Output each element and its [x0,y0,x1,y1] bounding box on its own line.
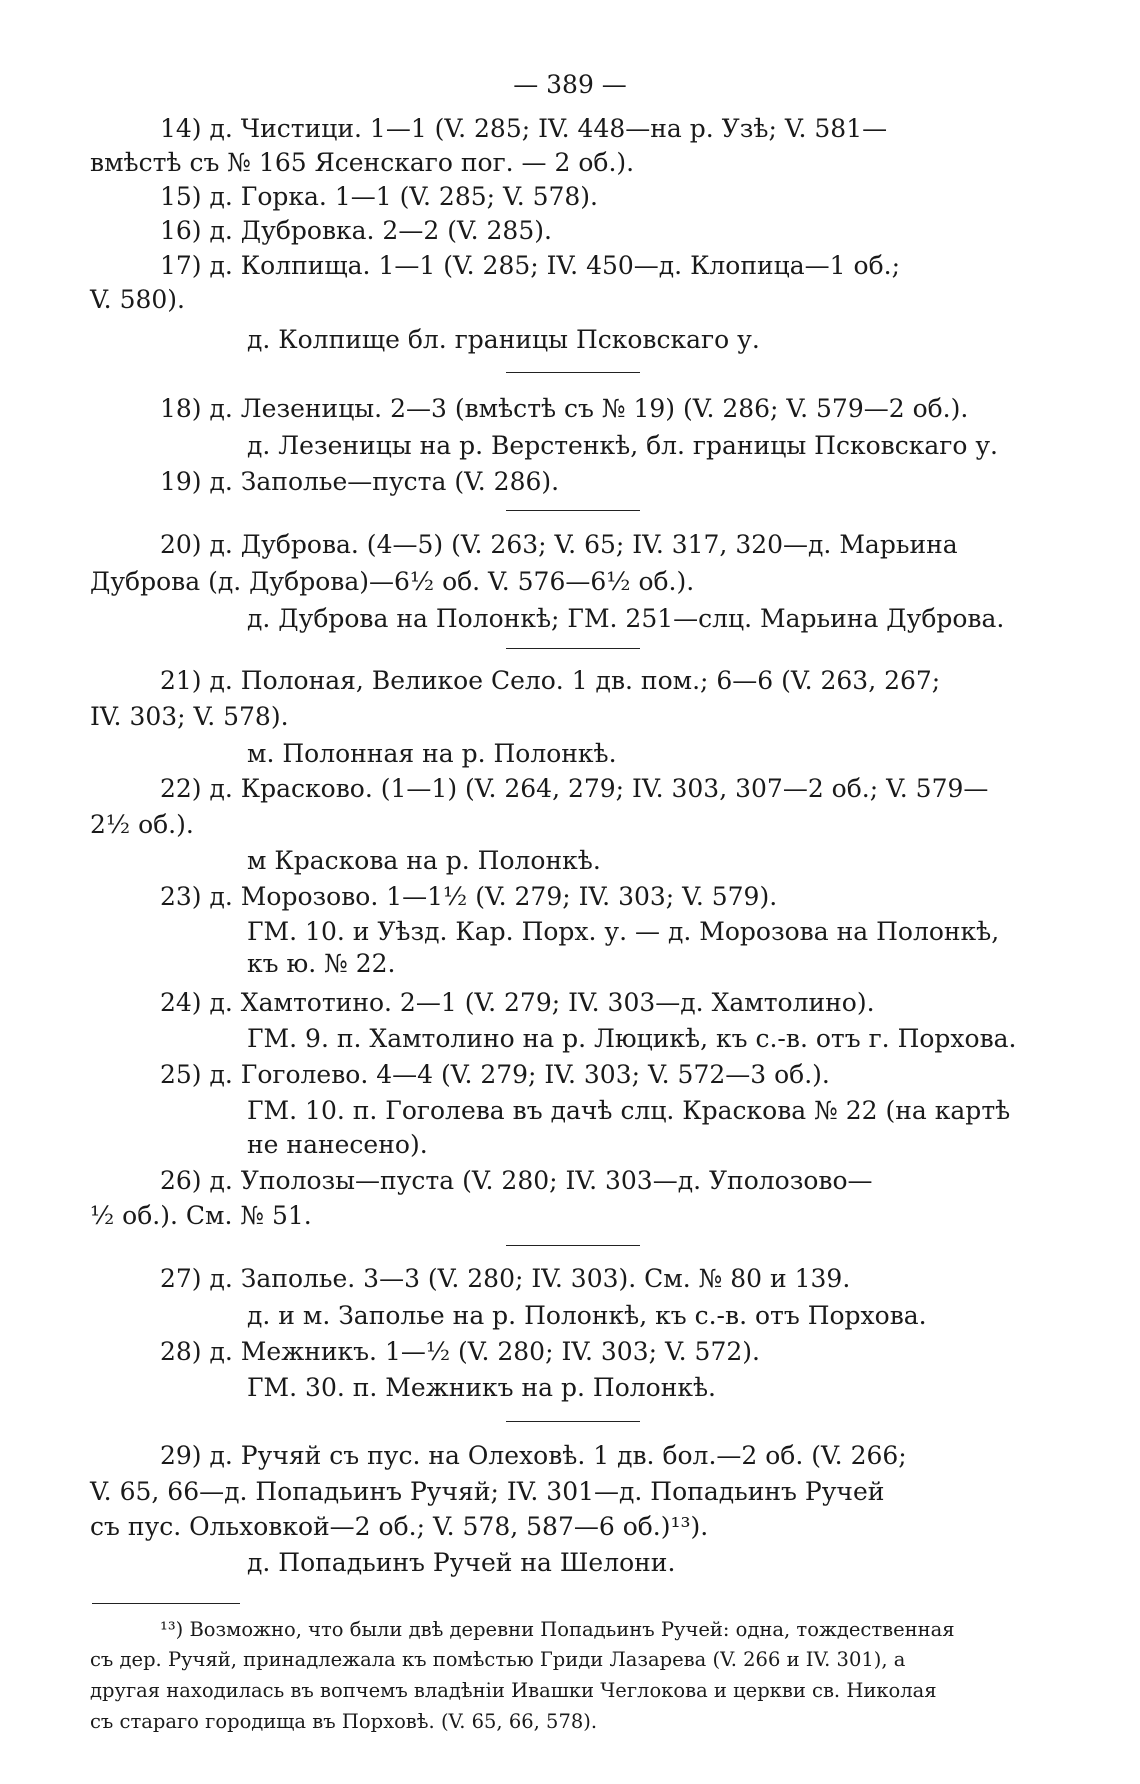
location-note: д. Колпище бл. границы Псковскаго у. [247,325,760,354]
location-note: ГМ. 10. и Уѣзд. Кар. Порх. у. — д. Морозова на Полонкѣ, [247,917,1000,946]
location-note: д. Дуброва на Полонкѣ; ГМ. 251—слц. Марьина Дуброва. [247,604,1005,633]
page-number: — 389 — [513,70,627,99]
entry-line: 28) д. Межникъ. 1—½ (V. 280; IV. 303; V. 572). [160,1337,760,1366]
section-divider [506,1245,640,1246]
entry-line: 17) д. Колпища. 1—1 (V. 285; IV. 450—д. Клопица—1 об.; [160,251,900,280]
section-divider [506,510,640,511]
location-note: ГМ. 9. п. Хамтолино на р. Люцикѣ, къ с.-в. отъ г. Порхова. [247,1024,1017,1053]
section-divider [506,372,640,373]
entry-line: 27) д. Заполье. 3—3 (V. 280; IV. 303). См. № 80 и 139. [160,1264,851,1293]
section-divider [506,648,640,649]
footnote-rule [92,1603,240,1604]
footnote-line: ¹³) Возможно, что были двѣ деревни Попадьинъ Ручей: одна, тождественная [160,1618,955,1641]
entry-line: 26) д. Уполозы—пуста (V. 280; IV. 303—д. Уполозово— [160,1166,873,1195]
location-note: ГМ. 10. п. Гоголева въ дачѣ слц. Краскова № 22 (на картѣ [247,1096,1011,1125]
location-note: м. Полонная на р. Полонкѣ. [247,739,617,768]
entry-line: IV. 303; V. 578). [90,702,289,731]
location-note: д. и м. Заполье на р. Полонкѣ, къ с.-в. отъ Порхова. [247,1301,927,1330]
location-note: д. Лезеницы на р. Верстенкѣ, бл. границы Псковскаго у. [247,431,999,460]
entry-line: 19) д. Заполье—пуста (V. 286). [160,467,560,496]
footnote-line: съ дер. Ручяй, принадлежала къ помѣстью Гриди Лазарева (V. 266 и IV. 301), а [90,1648,906,1671]
entry-line: V. 65, 66—д. Попадьинъ Ручяй; IV. 301—д. Попадьинъ Ручей [90,1477,885,1506]
location-note: м Краскова на р. Полонкѣ. [247,846,601,875]
section-divider [506,1421,640,1422]
entry-line: 21) д. Полоная, Великое Село. 1 дв. пом.; 6—6 (V. 263, 267; [160,666,941,695]
footnote-line: другая находилась въ вопчемъ владѣніи Ивашки Чеглокова и церкви св. Николая [90,1679,937,1702]
entry-line: 29) д. Ручяй съ пус. на Олеховѣ. 1 дв. бол.—2 об. (V. 266; [160,1441,907,1470]
entry-line: 20) д. Дуброва. (4—5) (V. 263; V. 65; IV. 317, 320—д. Марьина [160,530,958,559]
location-note: ГМ. 30. п. Межникъ на р. Полонкѣ. [247,1373,717,1402]
entry-line: 16) д. Дубровка. 2—2 (V. 285). [160,216,552,245]
entry-line: 23) д. Морозово. 1—1½ (V. 279; IV. 303; V. 579). [160,882,778,911]
footnote-line: съ стараго городища въ Порховѣ. (V. 65, 66, 578). [90,1710,598,1733]
entry-line: 18) д. Лезеницы. 2—3 (вмѣстѣ съ № 19) (V. 286; V. 579—2 об.). [160,394,969,423]
location-note: д. Попадьинъ Ручей на Шелони. [247,1548,676,1577]
location-note: не нанесено). [247,1130,428,1159]
entry-line: 22) д. Красково. (1—1) (V. 264, 279; IV. 303, 307—2 об.; V. 579— [160,774,989,803]
entry-line: 25) д. Гоголево. 4—4 (V. 279; IV. 303; V. 572—3 об.). [160,1060,830,1089]
entry-line: V. 580). [90,285,185,314]
entry-line: Дуброва (д. Дуброва)—6½ об. V. 576—6½ об.). [90,567,695,596]
entry-line: 2½ об.). [90,810,194,839]
entry-line: 24) д. Хамтотино. 2—1 (V. 279; IV. 303—д. Хамтолино). [160,988,875,1017]
entry-line: съ пус. Ольховкой—2 об.; V. 578, 587—6 об.)¹³). [90,1512,709,1541]
location-note: къ ю. № 22. [247,949,396,978]
entry-line: вмѣстѣ съ № 165 Ясенскаго пог. — 2 об.). [90,148,635,177]
entry-line: 15) д. Горка. 1—1 (V. 285; V. 578). [160,182,599,211]
entry-line: ½ об.). См. № 51. [90,1201,312,1230]
entry-line: 14) д. Чистици. 1—1 (V. 285; IV. 448—на р. Узѣ; V. 581— [160,114,888,143]
